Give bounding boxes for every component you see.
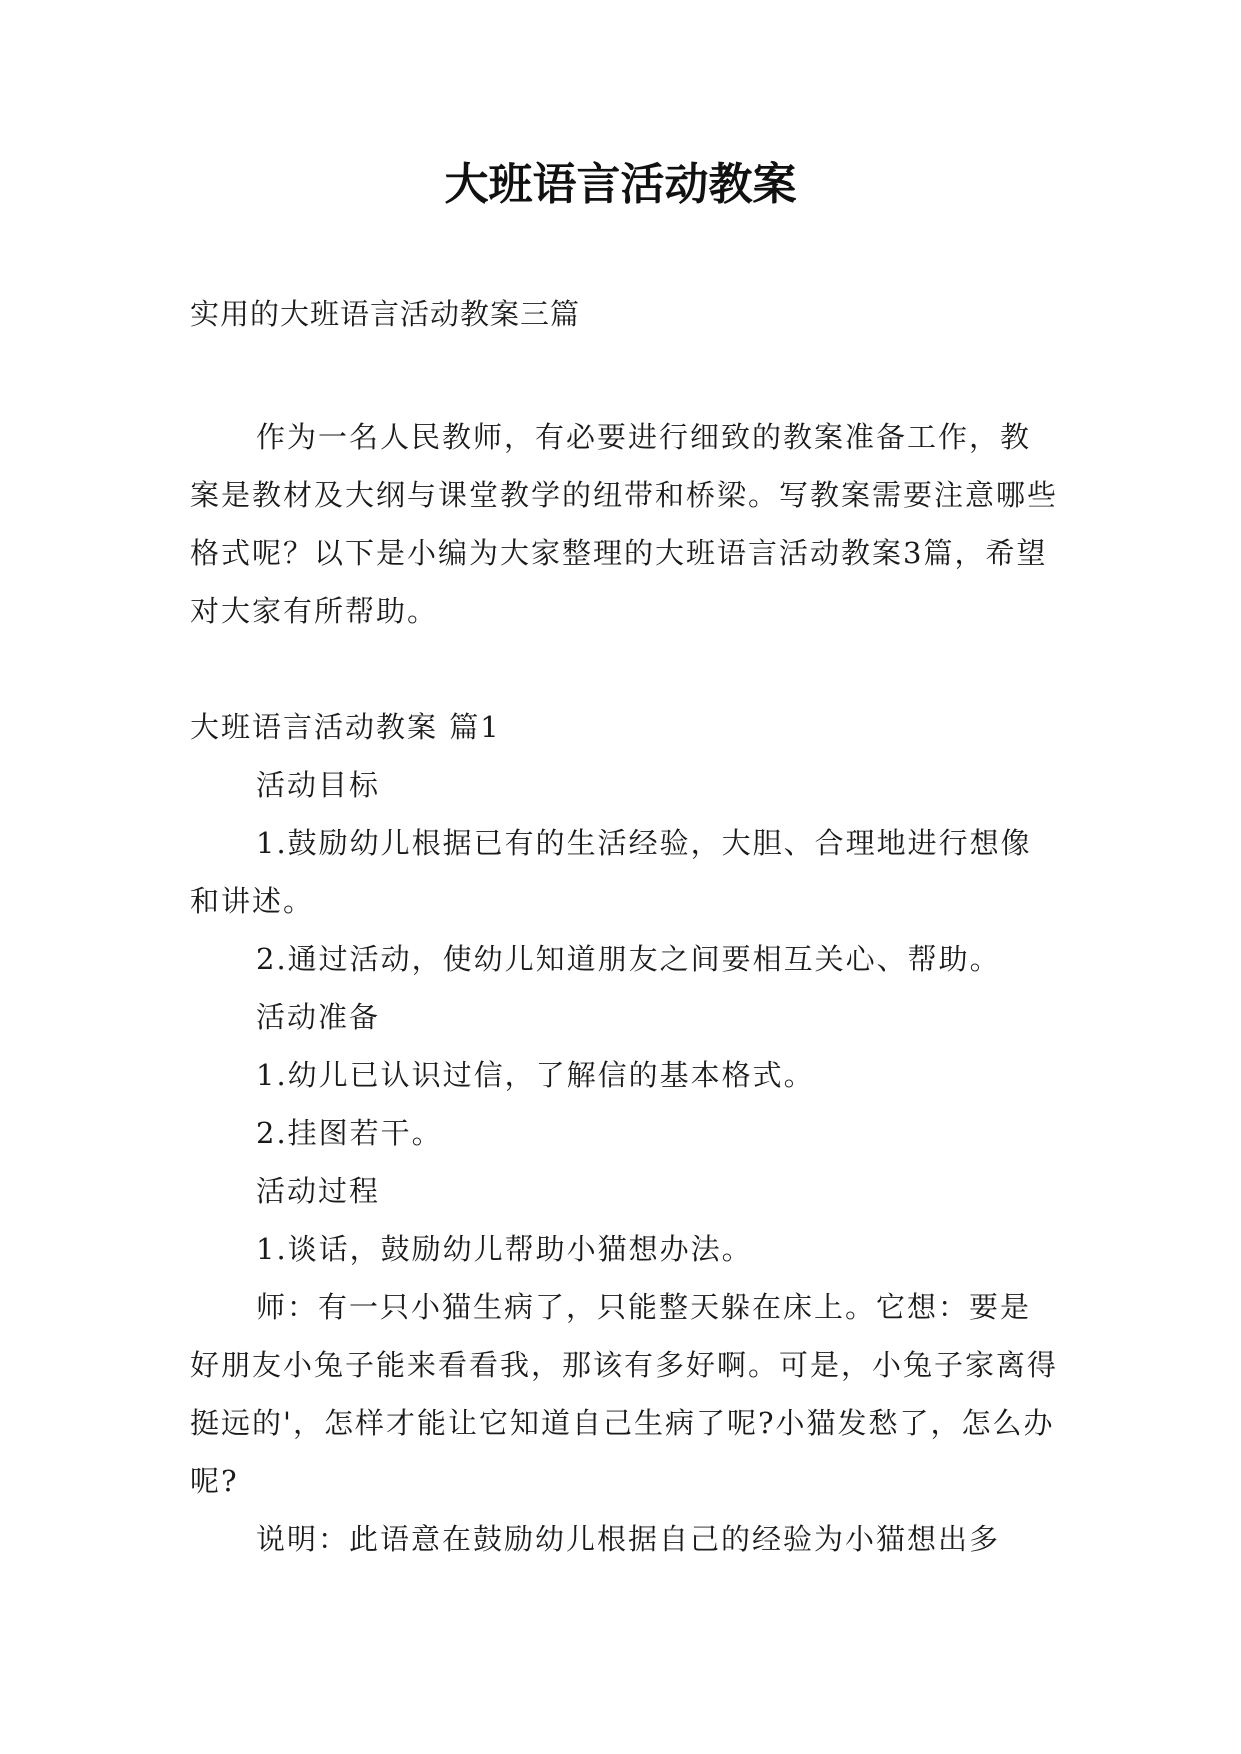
prep-item-2: 2.挂图若干。 bbox=[256, 1116, 443, 1150]
teacher-paragraph: 师：有一只小猫生病了，只能整天躲在床上。它想：要是好朋友小兔子能来看看我，那该有多好啊。可是，小兔子家离得挺远的'，怎样才能让它知道自己生病了呢?小猫发愁了，怎么办呢? bbox=[190, 1290, 1059, 1498]
section-heading: 大班语言活动教案 篇1 bbox=[190, 710, 501, 744]
prep-heading: 活动准备 bbox=[256, 1000, 381, 1034]
page-title: 大班语言活动教案 bbox=[444, 159, 797, 210]
document-subtitle: 实用的大班语言活动教案三篇 bbox=[190, 297, 581, 331]
process-item-1: 1.谈话，鼓励幼儿帮助小猫想办法。 bbox=[256, 1232, 753, 1266]
note-paragraph: 说明：此语意在鼓励幼儿根据自己的经验为小猫想出多 bbox=[256, 1522, 1001, 1556]
goal-item-1: 1.鼓励幼儿根据已有的生活经验，大胆、合理地进行想像和讲述。 bbox=[190, 826, 1032, 918]
prep-item-1: 1.幼儿已认识过信，了解信的基本格式。 bbox=[256, 1058, 815, 1092]
goal-heading: 活动目标 bbox=[256, 768, 381, 802]
document-body bbox=[190, 408, 1060, 1568]
process-heading: 活动过程 bbox=[256, 1174, 381, 1208]
intro-paragraph: 作为一名人民教师，有必要进行细致的教案准备工作，教案是教材及大纲与课堂教学的纽带和桥梁。写教案需要注意哪些格式呢？以下是小编为大家整理的大班语言活动教案3篇，希望对大家有所帮助。 bbox=[190, 420, 1059, 628]
goal-item-2: 2.通过活动，使幼儿知道朋友之间要相互关心、帮助。 bbox=[256, 942, 1001, 976]
